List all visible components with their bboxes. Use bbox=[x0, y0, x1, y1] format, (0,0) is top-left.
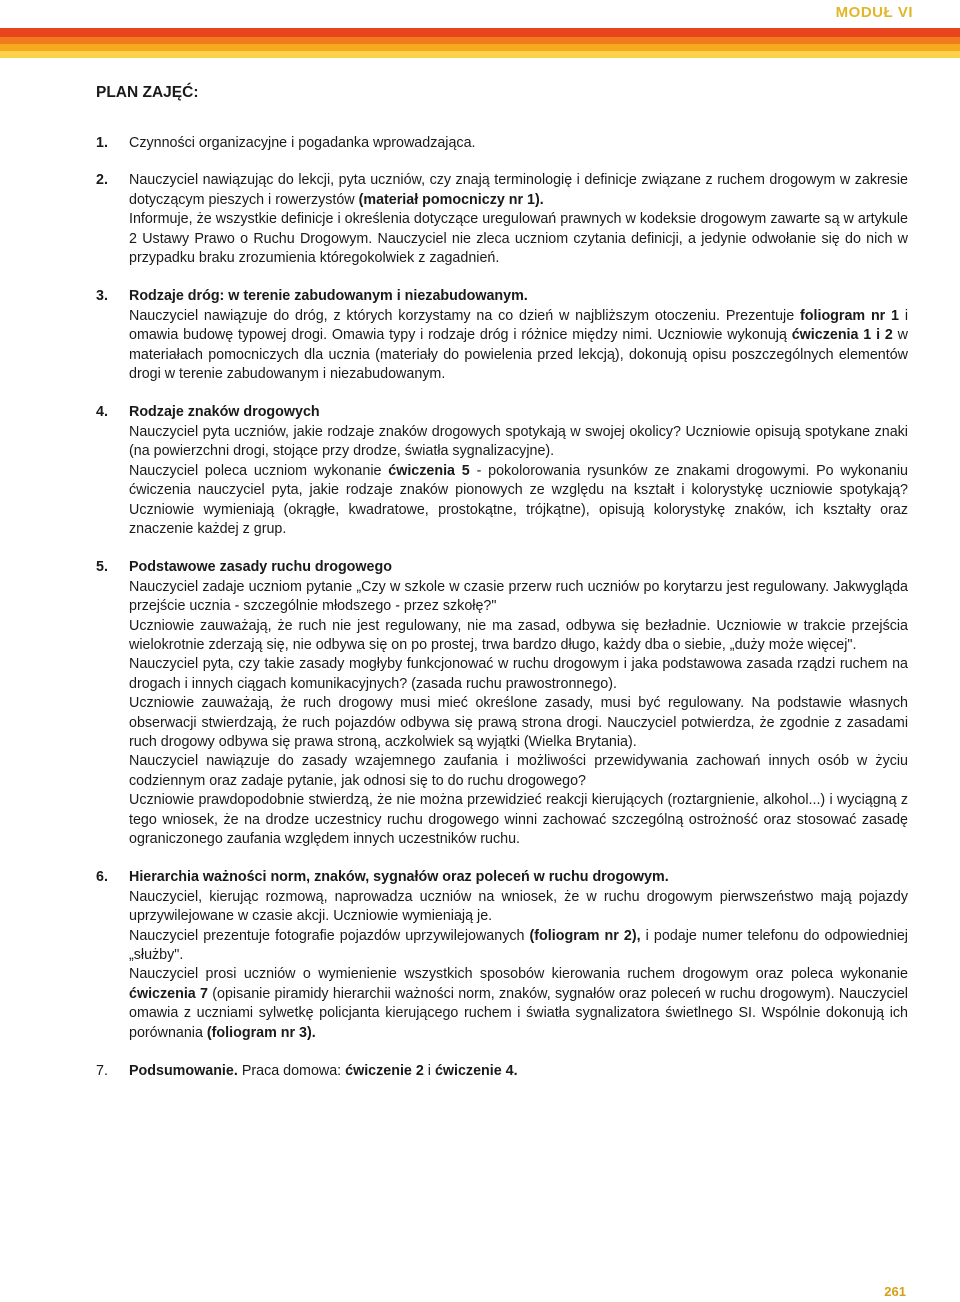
item-text: - pokolorowania rysunków ze znakami drogowymi. Po wykonaniu ćwiczenia nauczyciel pyta, jakie rodzaje znaków pionowych ze względu na kształt i kolorystykę uczniowie spotykają? Uczniowie wymieniają (okrągłe, kwadratowe, prostokątne, trójkątne), opisują kolorystykę znaków, ich kształty oraz znaczenie każdej z grup. bbox=[129, 462, 908, 537]
item-text: Nauczyciel prosi uczniów o wymienienie wszystkich sposobów kierowania ruchem drogowym oraz poleca wykonanie bbox=[129, 966, 908, 983]
item-heading: Podstawowe zasady ruchu drogowego bbox=[129, 559, 392, 576]
item-paragraph: Informuje, że wszystkie definicje i określenia dotyczące uregulowań prawnych w kodeksie drogowym zawarte są w artykule 2 Ustawy Prawo o Ruchu Drogowym. Nauczyciel nie zleca uczniom czytania definicji, a jedynie odwołanie się do nich w przypadku braku zrozumienia któregokolwiek z zagadnień. bbox=[129, 211, 908, 267]
header-stripe-orange bbox=[0, 37, 960, 44]
item-paragraph bbox=[129, 965, 908, 1043]
item-number: 4. bbox=[96, 404, 108, 421]
item-text: i omawia budowę typowej drogi. Omawia typy i rodzaje dróg i różnice między nimi. Uczniowie wykonują bbox=[129, 307, 909, 344]
item-paragraph: Uczniowie prawdopodobnie stwierdzą, że nie można przewidzieć reakcji kierujących (roztargnienie, alkohol...) i wyciągną z tego wniosek, że na drodze uczestnicy ruchu drogowego winni zachować szczególną ostrożność oraz stosować zasadę ograniczonego zaufania względem innych uczestników ruchu. bbox=[129, 792, 908, 847]
item-number: 1. bbox=[96, 135, 108, 151]
item-paragraph: Nauczyciel pyta, czy takie zasady mogłyby funkcjonować w ruchu drogowym i jaka podstawowa zasada rządzi ruchem na drogach i innych ciągach komunikacyjnych? (zasada ruchu prawostronnego). bbox=[129, 656, 908, 692]
item-text: (opisanie piramidy hierarchii ważności norm, znaków, sygnałów oraz poleceń w ruchu drogowym). Nauczyciel omawia z uczniami sylwetkę policjanta kierującego ruchem i światła sygnalizatora świetlnego SI. Wspólnie dokonują ich porównania bbox=[129, 985, 908, 1041]
plan-item-6 bbox=[96, 868, 908, 1043]
item-paragraph: Nauczyciel pyta uczniów, jakie rodzaje znaków drogowych spotykają w swojej okolicy? Uczniowie opisują spotykane znaki (na powierzchni drogi, stojące przy drodze, światła sygnalizacyjne). bbox=[129, 423, 908, 460]
module-label: MODUŁ VI bbox=[835, 4, 913, 21]
item-bold-reference: ćwiczenia 7 bbox=[129, 985, 208, 1002]
page-number: 261 bbox=[884, 1284, 906, 1299]
item-bold-reference: (materiał pomocniczy nr 1). bbox=[358, 191, 544, 208]
lesson-plan bbox=[96, 84, 908, 1099]
header-stripe-amber bbox=[0, 44, 960, 51]
item-paragraph bbox=[129, 171, 908, 210]
plan-item-5 bbox=[96, 558, 908, 849]
item-text: Praca domowa: bbox=[237, 1063, 346, 1080]
item-number: 3. bbox=[96, 288, 108, 305]
item-paragraph bbox=[129, 307, 908, 385]
item-text: Czynności organizacyjne i pogadanka wprowadzająca. bbox=[129, 135, 476, 151]
item-number: 5. bbox=[96, 559, 108, 576]
item-bold-reference: ćwiczenie 2 bbox=[345, 1063, 424, 1080]
plan-item-7 bbox=[96, 1062, 908, 1081]
plan-item-3 bbox=[96, 287, 908, 384]
item-paragraph: Nauczyciel nawiązuje do zasady wzajemnego zaufania i możliwości przewidywania zachowań innych osób w życiu codziennym oraz zadaje pytanie, jak odnosi się to do ruchu drogowego? bbox=[129, 753, 908, 789]
item-paragraph bbox=[129, 927, 908, 966]
item-text: Nauczyciel nawiązuje do dróg, z których korzystamy na co dzień w najbliższym otoczeniu. Prezentuje bbox=[129, 307, 800, 324]
item-text: Nauczyciel poleca uczniom wykonanie bbox=[129, 462, 389, 479]
item-text: i podaje numer telefonu do odpowiedniej „służby". bbox=[129, 927, 908, 964]
plan-item-4 bbox=[96, 403, 908, 539]
item-text: Nauczyciel nawiązując do lekcji, pyta uczniów, czy znają terminologię i definicje związane z ruchem drogowym w zakresie dotyczącym pieszych i rowerzystów bbox=[129, 172, 908, 208]
item-number: 7. bbox=[96, 1063, 108, 1080]
item-heading: Rodzaje znaków drogowych bbox=[129, 404, 320, 421]
item-heading: Hierarchia ważności norm, znaków, sygnałów oraz poleceń w ruchu drogowym. bbox=[129, 869, 669, 886]
item-number: 2. bbox=[96, 172, 108, 189]
item-number: 6. bbox=[96, 869, 108, 886]
item-bold-reference: Podsumowanie. bbox=[129, 1063, 238, 1080]
item-bold-reference: ćwiczenia 1 i 2 bbox=[791, 327, 893, 344]
item-paragraph bbox=[129, 1062, 908, 1081]
item-text: i bbox=[423, 1063, 435, 1080]
header-stripe-red bbox=[0, 28, 960, 37]
item-paragraph: Nauczyciel zadaje uczniom pytanie „Czy w szkole w czasie przerw ruch uczniów po korytarzu jest regulowany. Jakwygląda przejście ucznia - szczególnie młodszego - przez szkołę?" bbox=[129, 578, 908, 615]
page-title: PLAN ZAJĘĆ: bbox=[96, 84, 199, 101]
item-bold-reference: ćwiczenie 4. bbox=[434, 1063, 518, 1080]
item-paragraph: Nauczyciel, kierując rozmową, naprowadza uczniów na wniosek, że w ruchu drogowym pierwszeństwo mają pojazdy uprzywilejowane w czasie akcji. Uczniowie wymieniają je. bbox=[129, 888, 908, 925]
item-text: Nauczyciel prezentuje fotografie pojazdów uprzywilejowanych bbox=[129, 927, 530, 944]
item-paragraph: Uczniowie zauważają, że ruch drogowy musi mieć określone zasady, musi być regulowany. Na podstawie własnych obserwacji stwierdzają, że ruch pojazdów odbywa się prawą strona drogi. Nauczyciel potwierdza, że zgodnie z zasadami ruch drogowy odbywa się prawa stroną, aczkolwiek są wyjątki (Wielka Brytania). bbox=[129, 695, 908, 750]
item-bold-reference: (foliogram nr 3). bbox=[206, 1024, 316, 1041]
item-paragraph: Uczniowie zauważają, że ruch nie jest regulowany, nie ma zasad, odbywa się bezładnie. Uczniowie w trakcie przejścia wielokrotnie zderzają się, nie odbywa się on po prostej, trwa bardzo długo, każdy dba o siebie, „duży może więcej". bbox=[129, 617, 908, 653]
plan-item-1 bbox=[96, 134, 908, 153]
header-stripe-yellow bbox=[0, 51, 960, 58]
item-bold-reference: (foliogram nr 2), bbox=[529, 927, 641, 944]
item-paragraph bbox=[129, 462, 908, 540]
item-bold-reference: foliogram nr 1 bbox=[800, 307, 900, 324]
plan-item-2 bbox=[96, 171, 908, 268]
item-text: w materiałach pomocniczych dla ucznia (materiały do powielenia przed lekcją), dokonują opisu poszczególnych elementów drogi w terenie zabudowanym i niezabudowanym. bbox=[129, 327, 908, 383]
item-heading: Rodzaje dróg: w terenie zabudowanym i niezabudowanym. bbox=[129, 288, 528, 305]
item-bold-reference: ćwiczenia 5 bbox=[388, 462, 470, 479]
